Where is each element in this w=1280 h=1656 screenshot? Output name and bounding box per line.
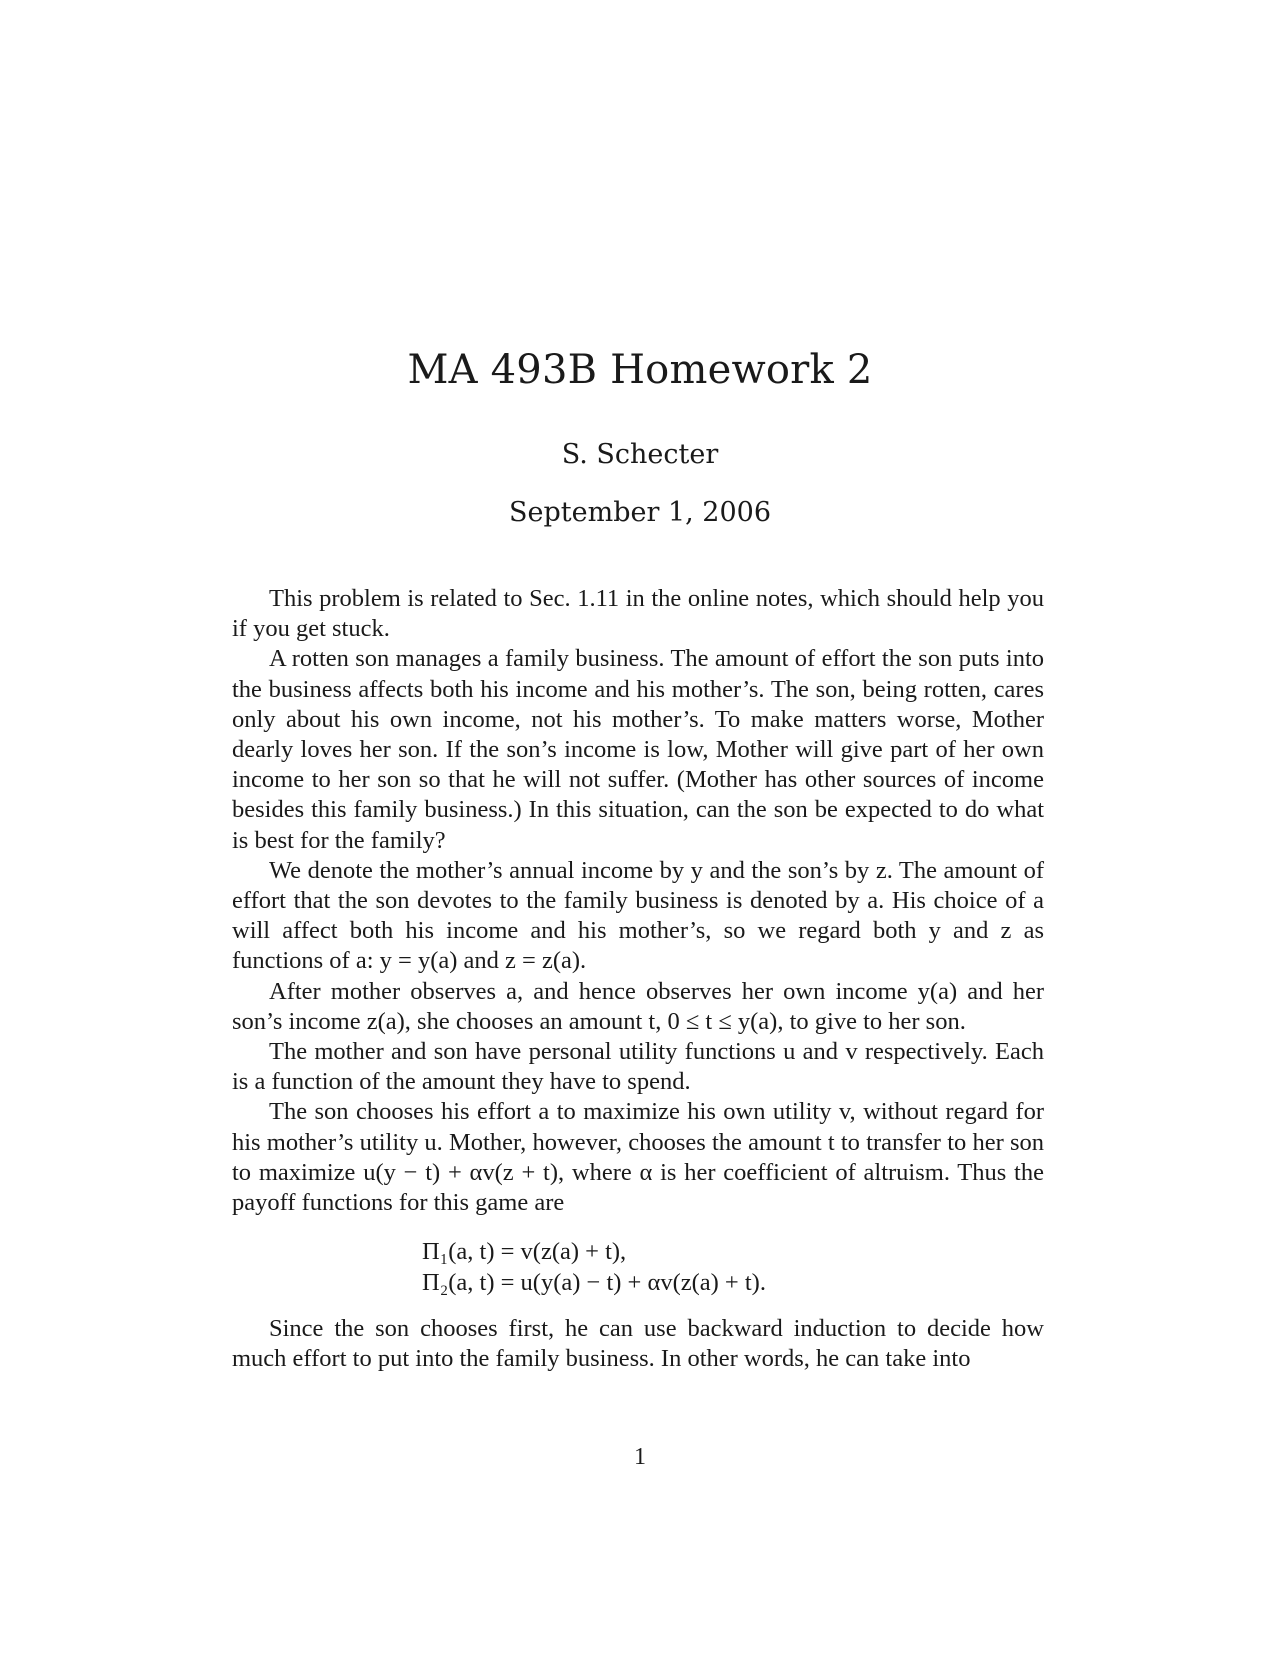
paragraph-notation: We denote the mother’s annual income by y and the son’s by z. The amount of effort that the son devotes to the family business is denoted by a. His choice of a will affect both his income and his mother’s, so we regard both y and z as functions of a: y = y(a) and z = z(a). xyxy=(232,856,1044,975)
paragraph-transfer: After mother observes a, and hence observes her own income y(a) and her son’s income z(a), she chooses an amount t, 0 ≤ t ≤ y(a), to give to her son. xyxy=(232,977,1044,1035)
paragraph-utility: The mother and son have personal utility functions u and v respectively. Each is a function of the amount they have to spend. xyxy=(232,1038,1044,1096)
document-body xyxy=(232,584,1044,1375)
paragraph-maximize: The son chooses his effort a to maximize his own utility v, without regard for his mother’s utility u. Mother, however, chooses the amount t to transfer to her son to maximize u(y − t) + αv(z + t), where α is her coefficient of altruism. Thus the payoff functions for this game are xyxy=(232,1098,1044,1217)
document-author: S. Schecter xyxy=(561,439,719,470)
paragraph-rotten-son: A rotten son manages a family business. The amount of effort the son puts into the business affects both his income and his mother’s. The son, being rotten, cares only about his own income, not his mother’s. To make matters worse, Mother dearly loves her son. If the son’s income is low, Mother will give part of her own income to her son so that he will not suffer. (Mother has other sources of income besides this family business.) In this situation, can the son be expected to do what is best for the family? xyxy=(232,645,1044,854)
paragraph-backward-induction: Since the son chooses first, he can use backward induction to decide how much effort to put into the family business. In other words, he can take into xyxy=(232,1315,1044,1373)
paragraph-intro: This problem is related to Sec. 1.11 in the online notes, which should help you if you get stuck. xyxy=(232,585,1044,643)
payoff-equation-2: Π₂(a, t) = u(y(a) − t) + αv(z(a) + t). xyxy=(422,1269,766,1297)
page-number: 1 xyxy=(634,1444,646,1470)
document-title: MA 493B Homework 2 xyxy=(407,347,873,393)
document-date: September 1, 2006 xyxy=(509,497,771,528)
payoff-equations xyxy=(422,1236,1044,1298)
payoff-equation-1: Π₁(a, t) = v(z(a) + t), xyxy=(422,1238,627,1266)
